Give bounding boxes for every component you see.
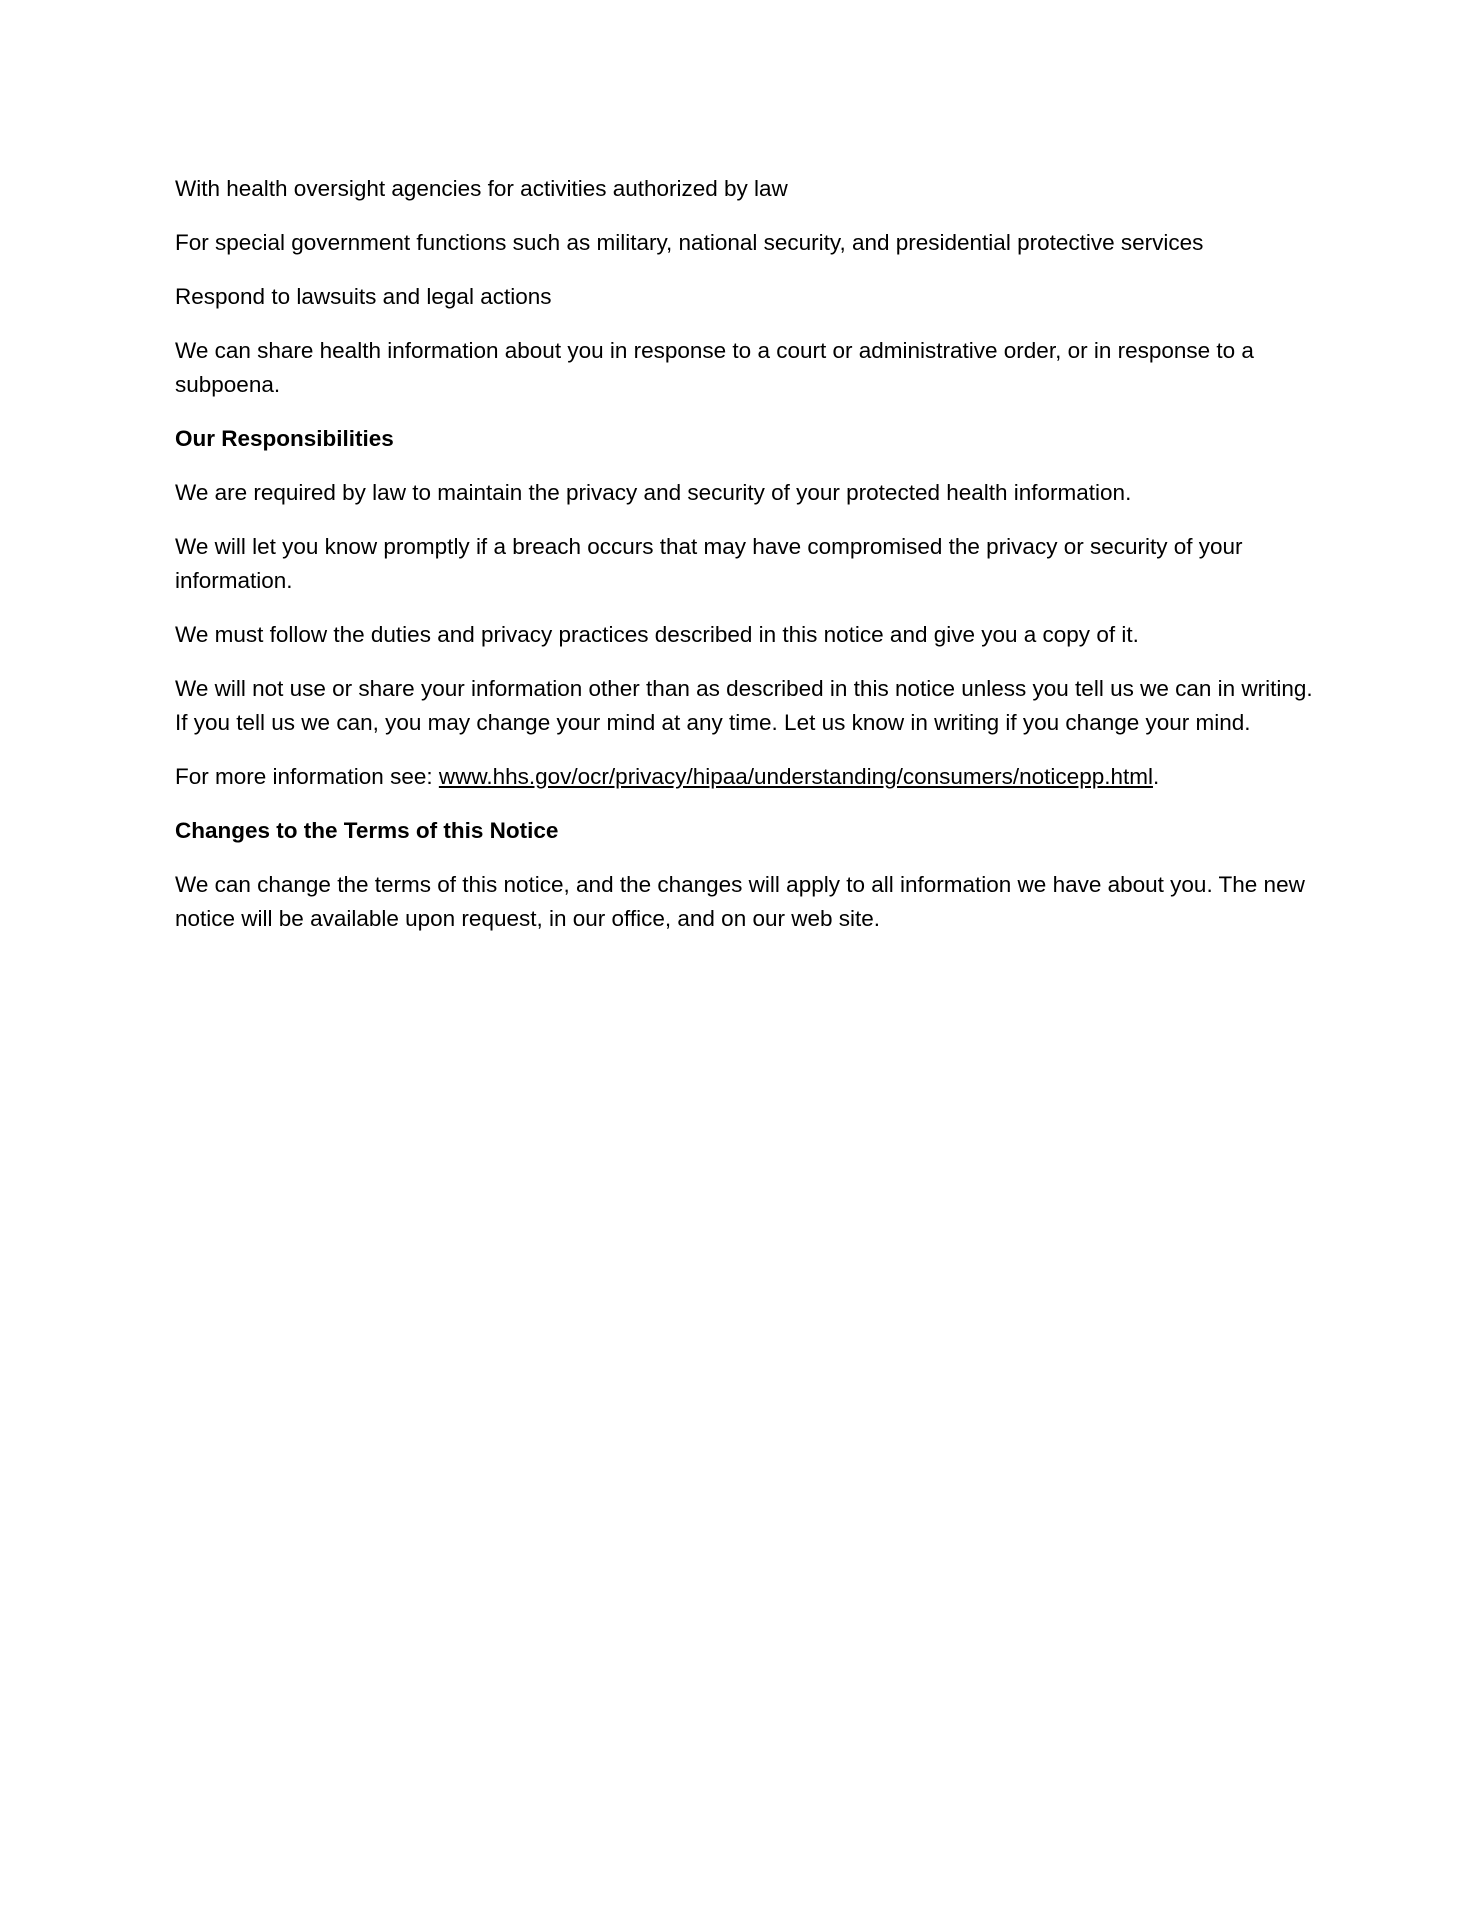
heading-changes-to-terms: Changes to the Terms of this Notice: [175, 818, 559, 843]
document-body: [175, 172, 1313, 956]
more-info-prefix: For more information see:: [175, 764, 439, 789]
paragraph-lawsuits: Respond to lawsuits and legal actions: [175, 284, 552, 309]
heading-our-responsibilities: Our Responsibilities: [175, 426, 394, 451]
paragraph-government-functions: For special government functions such as military, national security, and presidential protective services: [175, 230, 1204, 255]
more-info-suffix: .: [1152, 764, 1160, 789]
paragraph-health-oversight: With health oversight agencies for activities authorized by law: [175, 176, 788, 201]
paragraph-court-order: We can share health information about you in response to a court or administrative order, or in response to a subpoena.: [175, 338, 1254, 397]
paragraph-breach-notice: We will let you know promptly if a breach occurs that may have compromised the privacy or security of your information.: [175, 534, 1243, 593]
paragraph-follow-duties: We must follow the duties and privacy practices described in this notice and give you a copy of it.: [175, 622, 1139, 647]
paragraph-more-information: [175, 760, 1313, 794]
paragraph-no-other-use: We will not use or share your information other than as described in this notice unless you tell us we can in writing. If you tell us we can, you may change your mind at any time. Let us know in writing if you change your mind.: [175, 676, 1313, 735]
hhs-notice-link[interactable]: www.hhs.gov/ocr/privacy/hipaa/understanding/consumers/noticepp.html: [438, 764, 1153, 789]
paragraph-changes-terms: We can change the terms of this notice, and the changes will apply to all information we have about you. The new notice will be available upon request, in our office, and on our web site.: [175, 872, 1305, 931]
paragraph-required-by-law: We are required by law to maintain the privacy and security of your protected health information.: [175, 480, 1132, 505]
